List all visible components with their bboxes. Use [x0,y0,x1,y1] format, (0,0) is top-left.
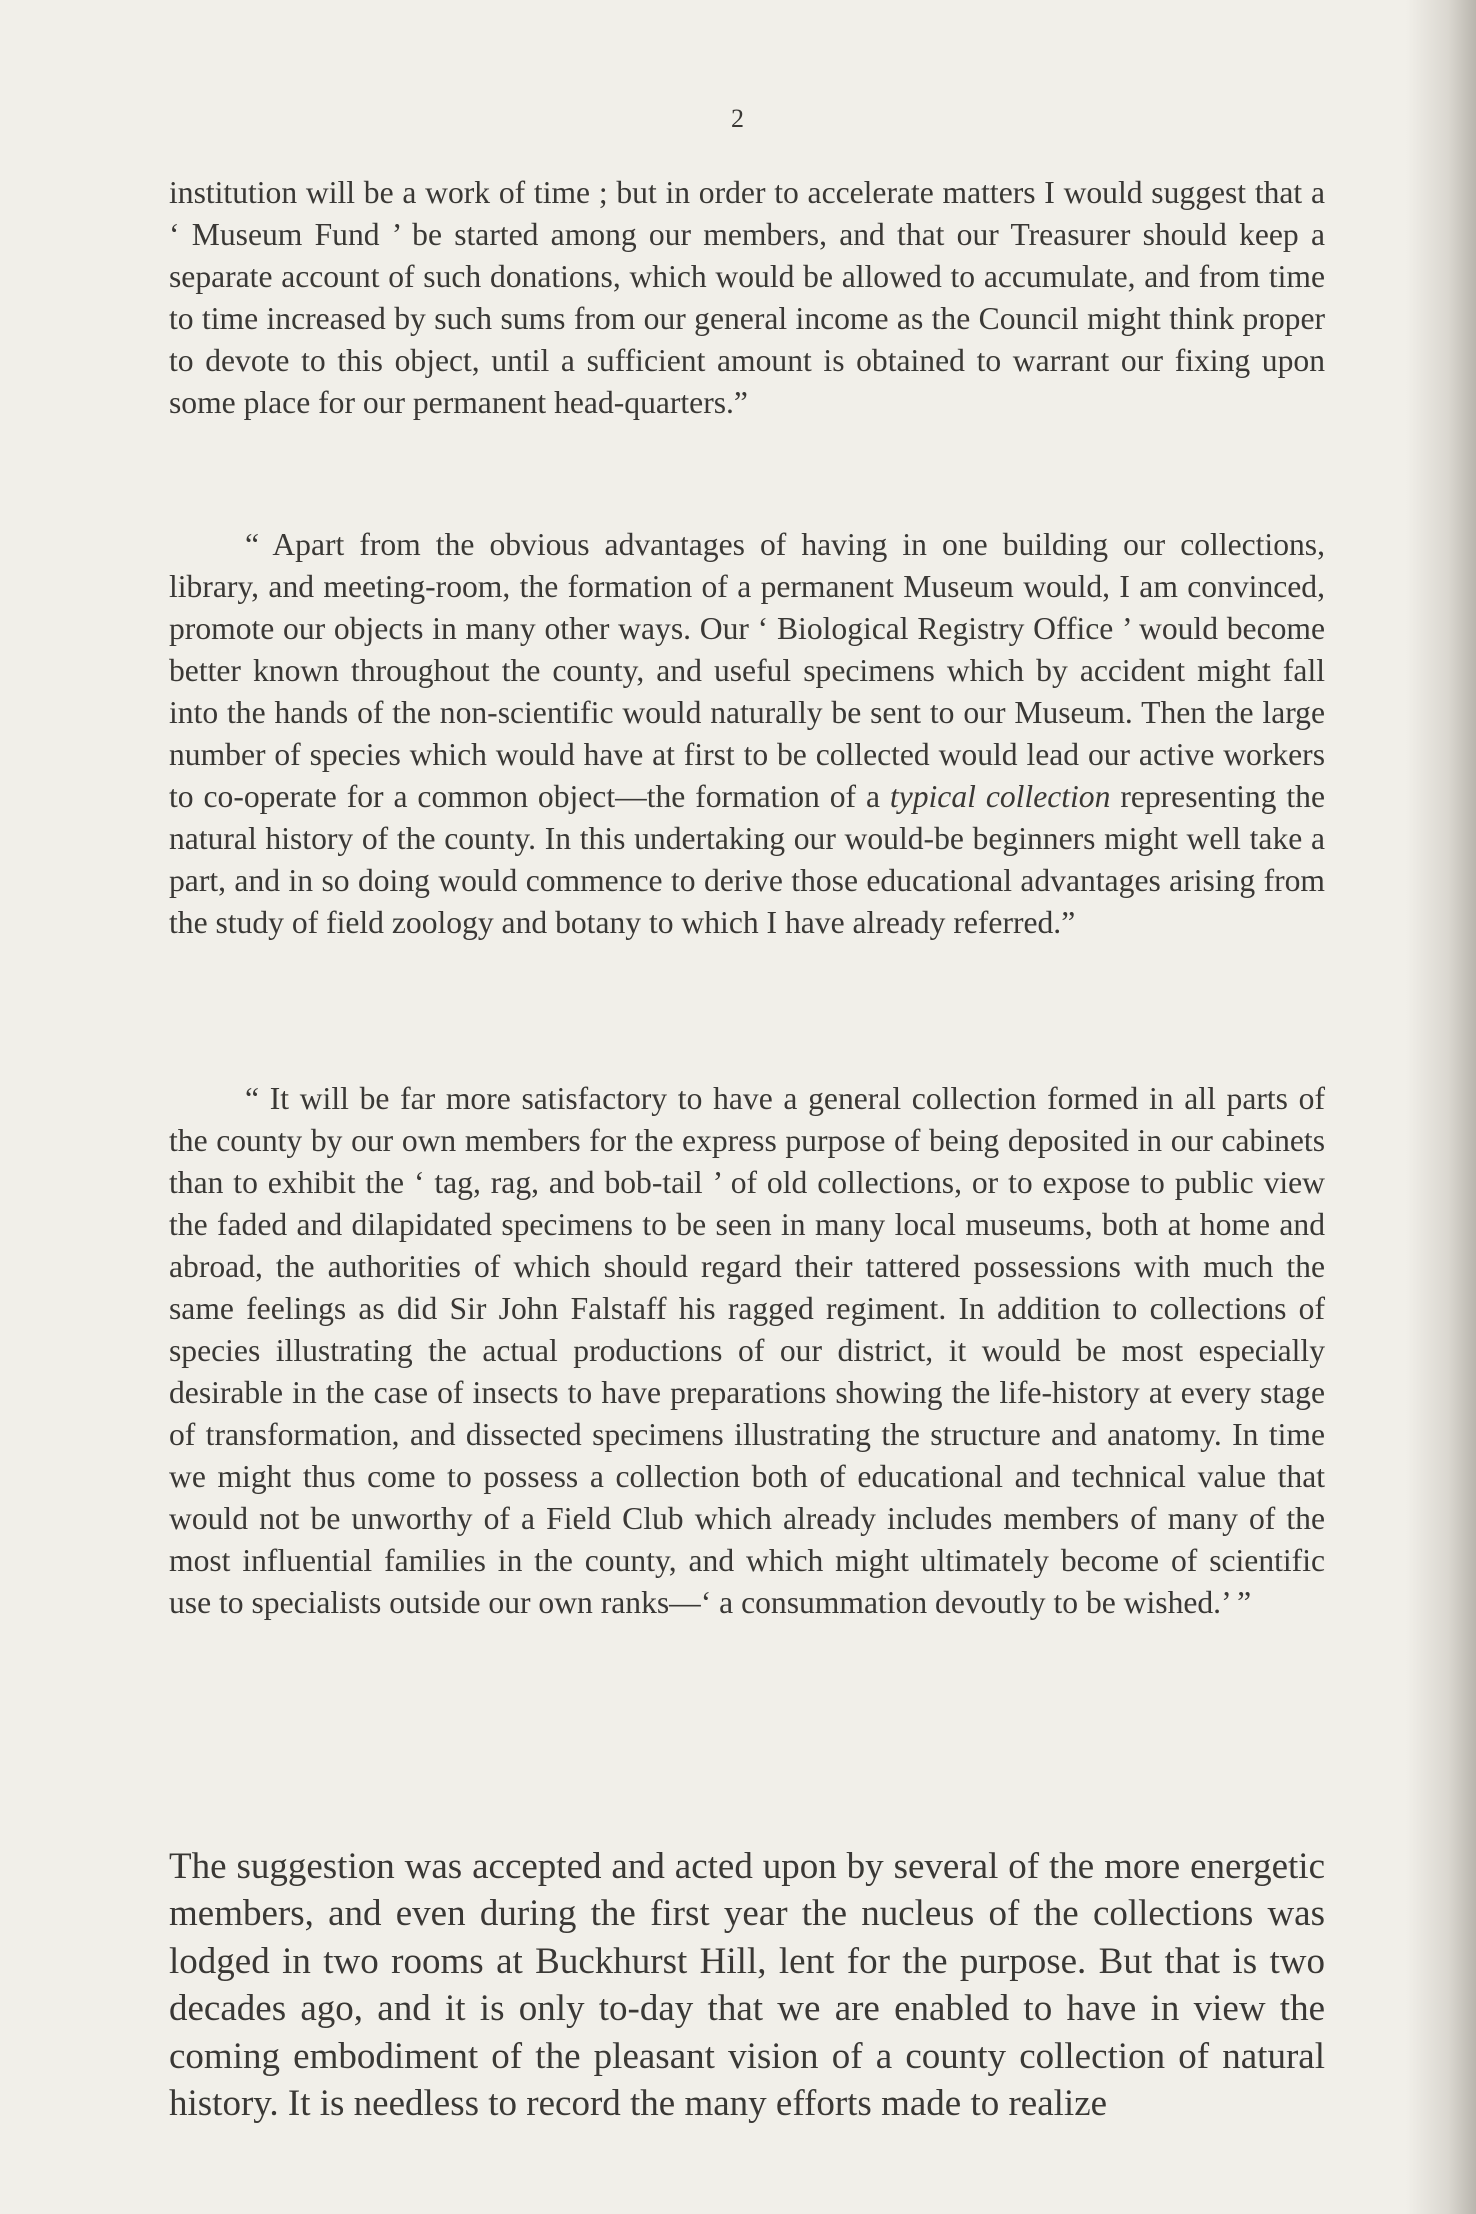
page-number: 2 [731,104,745,133]
quote-paragraph-general-collection-text: “ It will be far more satisfactory to have a general collection formed in all parts of the county by our own members for the express purpose of being deposited in our cabinets than to exhibit the ‘ tag, rag, and bob-tail ’ of old collections, or to expose to public view the faded and dilapidated specimens to be seen in many local museums, both at home and abroad, the authorities of which should regard their tattered possessions with much the same feelings as did Sir John Falstaff his ragged regiment. In addition to collections of species illustrating the actual productions of our district, it would be most especially desirable in the case of insects to have preparations showing the life-history at every stage of transformation, and dissected specimens illustrating the structure and anatomy. In time we might thus come to possess a collection both of educational and technical value that would not be unworthy of a Field Club which already includes members of many of the most influential families in the county, and which might ultimately become of scientific use to specialists outside our own ranks—‘ a consummation devoutly to be wished.’ ” [169,1081,1325,1620]
quote-paragraph-museum-advantages-text [169,524,1325,944]
quote-two-text-part2: representing the natural history of the county. In this undertaking our would-be beginners might well take a part, and in so doing would commence to derive those educational advantages arising from the study of field zoology and botany to which I have already referred.” [169,779,1325,940]
quote-paragraph-continuation-text: institution will be a work of time ; but in order to accelerate matters I would suggest that a ‘ Museum Fund ’ be started among our members, and that our Treasurer should keep a separate account of such donations, which would be allowed to accumulate, and from time to time increased by such sums from our general income as the Council might think proper to devote to this object, until a sufficient amount is obtained to warrant our fixing upon some place for our permanent head-quarters.” [169,175,1325,420]
page-edge-shadow [1406,0,1476,2214]
quote-paragraph-general-collection [169,1078,1325,1624]
italic-phrase-typical-collection: typical collection [889,779,1111,814]
body-paragraph-suggestion-text: The suggestion was accepted and acted upon by several of the more energetic members, and even during the first year the nucleus of the collections was lodged in two rooms at Buckhurst Hill, lent for the purpose. But that is two decades ago, and it is only to-day that we are enabled to have in view the coming embodiment of the pleasant vision of a county collection of natural history. It is needless to record the many efforts made to realize [169,1846,1325,2125]
quote-paragraph-continuation [169,172,1325,424]
body-paragraph-suggestion [169,1806,1325,2164]
quote-paragraph-museum-advantages [169,524,1325,944]
quote-two-text-part1: “ Apart from the obvious advantages of having in one building our collections, library, and meeting-room, the formation of a permanent Museum would, I am convinced, promote our objects in many other ways. Our ‘ Biological Registry Office ’ would become better known throughout the county, and useful specimens which by accident might fall into the hands of the non-scientific would naturally be sent to our Museum. Then the large number of species which would have at first to be collected would lead our active workers to co-operate for a common object—the formation of a [169,527,1325,814]
